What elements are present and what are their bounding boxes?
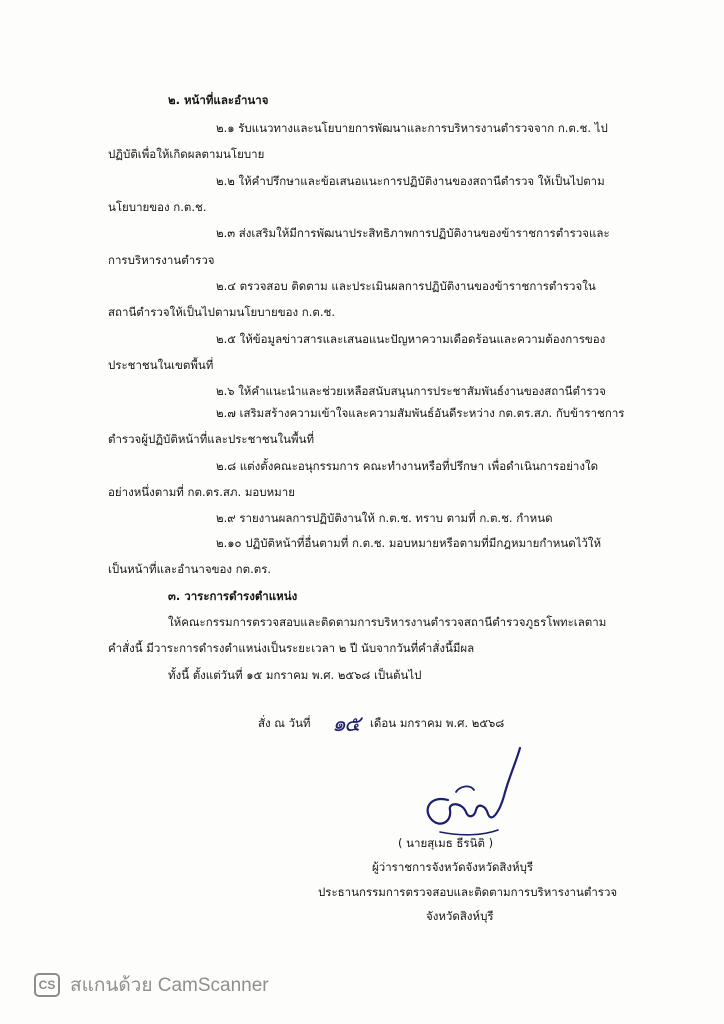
item-2-3: ๒.๓ ส่งเสริมให้มีการพัฒนาประสิทธิภาพการปฏิบัติงานของข้าราชการตำรวจและ [216, 226, 610, 240]
item-2-1: ๒.๑ รับแนวทางและนโยบายการพัฒนาและการบริหารงานตำรวจจาก ก.ต.ช. ไป [216, 121, 608, 135]
item-2-7: ๒.๗ เสริมสร้างความเข้าใจและความสัมพันธ์อันดีระหว่าง กต.ตร.สภ. กับข้าราชการ [216, 406, 625, 420]
item-2-8-cont: อย่างหนึ่งตามที่ กต.ตร.สภ. มอบหมาย [108, 485, 295, 499]
item-2-9: ๒.๙ รายงานผลการปฏิบัติงานให้ ก.ต.ช. ทราบ ตามที่ ก.ต.ช. กำหนด [216, 511, 553, 525]
item-2-8: ๒.๘ แต่งตั้งคณะอนุกรรมการ คณะทำงานหรือที่ปรึกษา เพื่อดำเนินการอย่างใด [216, 459, 599, 473]
handwritten-day: ๑๕ [332, 712, 359, 737]
section3-line-2: คำสั่งนี้ มีวาระการดำรงตำแหน่งเป็นระยะเวลา ๒ ปี นับจากวันที่คำสั่งนี้มีผล [108, 641, 475, 655]
order-date-suffix: เดือน มกราคม พ.ศ. ๒๕๖๘ [370, 716, 505, 730]
item-2-5: ๒.๕ ให้ข้อมูลข่าวสารและเสนอแนะปัญหาความเดือดร้อนและความต้องการของ [216, 332, 606, 346]
effective-date: ทั้งนี้ ตั้งแต่วันที่ ๑๕ มกราคม พ.ศ. ๒๕๖๘ เป็นต้นไป [168, 668, 422, 682]
item-2-4: ๒.๔ ตรวจสอบ ติดตาม และประเมินผลการปฏิบัติงานของข้าราชการตำรวจใน [216, 279, 596, 293]
signer-role-2: จังหวัดสิงห์บุรี [426, 909, 494, 923]
item-2-5-cont: ประชาชนในเขตพื้นที่ [108, 358, 214, 372]
section3-heading: ๓. วาระการดำรงตำแหน่ง [168, 589, 298, 603]
item-2-6: ๒.๖ ให้คำแนะนำและช่วยเหลือสนับสนุนการประชาสัมพันธ์งานของสถานีตำรวจ [216, 384, 606, 398]
item-2-4-cont: สถานีตำรวจให้เป็นไปตามนโยบายของ ก.ต.ช. [108, 305, 335, 319]
item-2-2: ๒.๒ ให้คำปรึกษาและข้อเสนอแนะการปฏิบัติงานของสถานีตำรวจ ให้เป็นไปตาม [216, 174, 605, 188]
item-2-10-cont: เป็นหน้าที่และอำนาจของ กต.ตร. [108, 562, 272, 576]
camscanner-text: สแกนด้วย CamScanner [70, 975, 269, 996]
signer-name: ( นายสุเมธ ธีรนิติ ) [398, 836, 494, 850]
camscanner-logo-icon: CS [34, 973, 60, 997]
camscanner-watermark [34, 970, 269, 1000]
item-2-1-cont: ปฏิบัติเพื่อให้เกิดผลตามนโยบาย [108, 147, 265, 161]
item-2-2-cont: นโยบายของ ก.ต.ช. [108, 200, 207, 214]
signer-title: ผู้ว่าราชการจังหวัดจังหวัดสิงห์บุรี [372, 860, 534, 874]
order-date-prefix: สั่ง ณ วันที่ [258, 716, 311, 730]
section2-heading: ๒. หน้าที่และอำนาจ [168, 93, 269, 107]
item-2-3-cont: การบริหารงานตำรวจ [108, 253, 215, 267]
item-2-10: ๒.๑๐ ปฏิบัติหน้าที่อื่นตามที่ ก.ต.ช. มอบหมายหรือตามที่มีกฎหมายกำหนดไว้ให้ [216, 536, 602, 550]
item-2-7-cont: ตำรวจผู้ปฏิบัติหน้าที่และประชาชนในพื้นที่ [108, 432, 315, 446]
section3-line-1: ให้คณะกรรมการตรวจสอบและติดตามการบริหารงานตำรวจสถานีตำรวจภูธรโพทะเลตาม [168, 615, 607, 629]
signer-role-1: ประธานกรรมการตรวจสอบและติดตามการบริหารงานตำรวจ [318, 885, 618, 899]
handwritten-signature [400, 740, 540, 850]
